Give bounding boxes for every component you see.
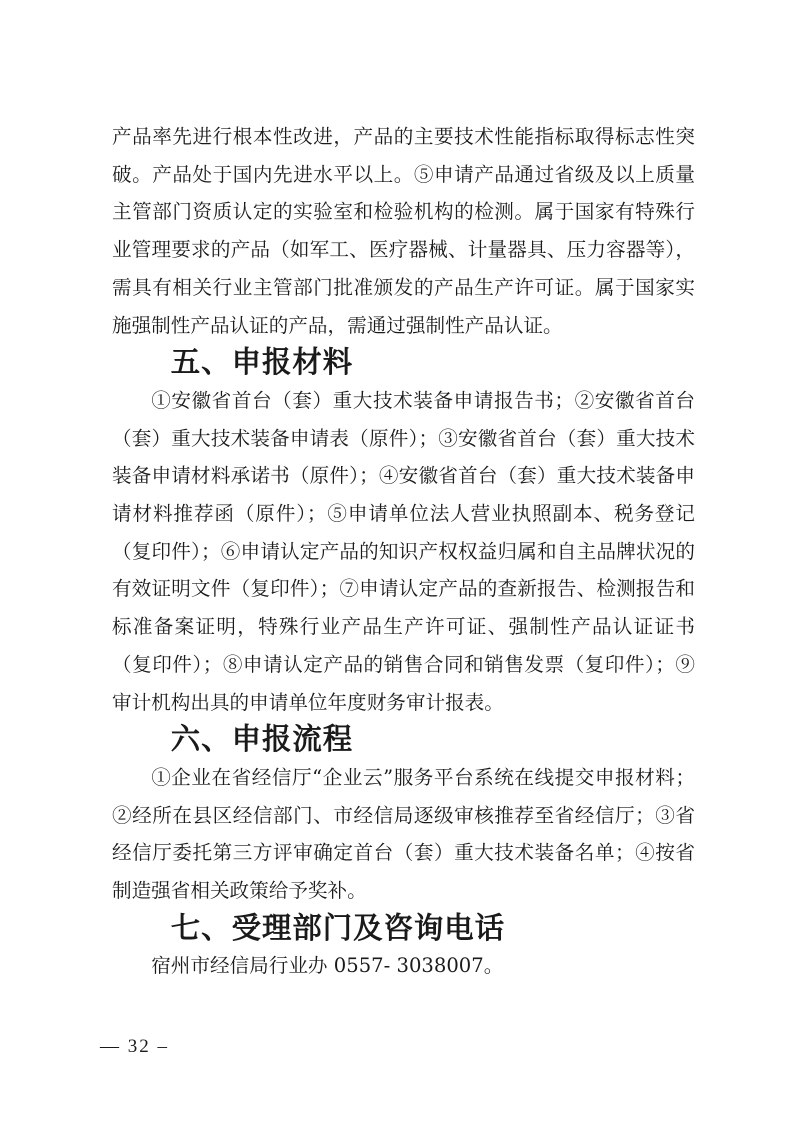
section-heading-process: 六、申报流程	[170, 722, 354, 757]
section-heading-materials: 五、申报材料	[170, 345, 354, 380]
section-heading-contact: 七、受理部门及咨询电话	[170, 910, 506, 945]
page-number: — 32 –	[100, 1036, 169, 1057]
contact-line: 宿州市经信局行业办 0557- 3038007。	[151, 954, 504, 978]
continued-paragraph: 产品率先进行根本性改进，产品的主要技术性能指标取得标志性突破。产品处于国内先进水平以上。⑤申请产品通过省级及以上质量主管部门资质认定的实验室和检验机构的检测。属于国家有特殊行业管理要求的产品（如军工、医疗器械、计量器具、压力容器等），需具有相关行业主管部门批准颁发的产品生产许可证。属于国家实施强制性产品认证的产品，需通过强制性产品认证。	[112, 125, 695, 337]
materials-paragraph: ①安徽省首台（套）重大技术装备申请报告书；②安徽省首台（套）重大技术装备申请表（原件）；③安徽省首台（套）重大技术装备申请材料承诺书（原件）；④安徽省首台（套）重大技术装备申请材料推荐函（原件）；⑤申请单位法人营业执照副本、税务登记（复印件）；⑥申请认定产品的知识产权权益归属和自主品牌状况的有效证明文件（复印件）；⑦申请认定产品的查新报告、检测报告和标准备案证明，特殊行业产品生产许可证、强制性产品认证证书（复印件）；⑧申请认定产品的销售合同和销售发票（复印件）；⑨审计机构出具的申请单位年度财务审计报表。	[112, 388, 695, 714]
document-body	[112, 118, 695, 985]
process-paragraph: ①企业在省经信厅“企业云”服务平台系统在线提交申报材料；②经所在县区经信部门、市经信局逐级审核推荐至省经信厅；③省经信厅委托第三方评审确定首台（套）重大技术装备名单；④按省制造强省相关政策给予奖补。	[112, 765, 695, 903]
